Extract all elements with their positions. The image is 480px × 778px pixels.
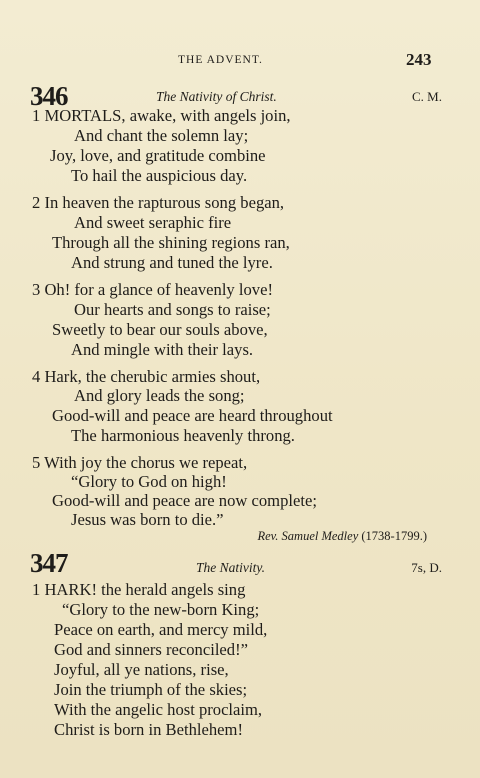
- hymn-347-header: [30, 548, 442, 582]
- verse-line: 5 With joy the chorus we repeat,: [32, 453, 248, 472]
- hymn-meter: 7s, D.: [411, 560, 442, 575]
- verse-line: Joyful, all ye nations, rise,: [54, 660, 229, 679]
- verse-line: With the angelic host proclaim,: [54, 700, 263, 719]
- verse-line: The harmonious heavenly throng.: [71, 426, 295, 445]
- verse-line: 1 MORTALS, awake, with angels join,: [32, 106, 291, 125]
- verse-line: Through all the shining regions ran,: [52, 233, 290, 252]
- verse-line: “Glory to the new-born King;: [62, 600, 260, 619]
- section-title: THE ADVENT.: [178, 54, 263, 66]
- author-dates: (1738-1799.): [361, 529, 427, 543]
- verse-line: Peace on earth, and mercy mild,: [54, 620, 268, 639]
- hymn-title: The Nativity of Christ.: [156, 89, 277, 104]
- verse-line: And mingle with their lays.: [71, 340, 254, 359]
- verse-line: 2 In heaven the rapturous song began,: [32, 193, 285, 212]
- verse-line: And glory leads the song;: [74, 386, 245, 405]
- verse-line: “Glory to God on high!: [71, 472, 227, 491]
- verse-line: And sweet seraphic fire: [74, 213, 232, 232]
- author-attribution: [257, 529, 427, 544]
- author-name: Rev. Samuel Medley: [257, 529, 359, 543]
- verse-line: To hail the auspicious day.: [71, 166, 248, 185]
- verse-line: Joy, love, and gratitude combine: [50, 146, 266, 165]
- verse-line: 1 HARK! the herald angels sing: [32, 580, 246, 599]
- verse-line: Our hearts and songs to raise;: [74, 300, 271, 319]
- verse-line: Jesus was born to die.”: [71, 510, 224, 529]
- verse-line: And chant the solemn lay;: [74, 126, 249, 145]
- verse-line: Christ is born in Bethlehem!: [54, 720, 243, 739]
- hymn-number: 347: [30, 548, 68, 578]
- page-number: 243: [406, 50, 432, 69]
- verse-line: Sweetly to bear our souls above,: [52, 320, 268, 339]
- verse-line: 4 Hark, the cherubic armies shout,: [32, 367, 261, 386]
- hymn-number: 346: [30, 81, 68, 111]
- verse-line: And strung and tuned the lyre.: [71, 253, 273, 272]
- verse-line: 3 Oh! for a glance of heavenly love!: [32, 280, 273, 299]
- verse-line: Good-will and peace are now complete;: [52, 491, 317, 510]
- verse-line: Join the triumph of the skies;: [54, 680, 248, 699]
- hymn-meter: C. M.: [412, 89, 442, 104]
- verse-line: God and sinners reconciled!”: [54, 640, 248, 659]
- running-head: [0, 50, 480, 70]
- verse-line: Good-will and peace are heard throughout: [52, 406, 333, 425]
- hymn-title: The Nativity.: [196, 560, 265, 575]
